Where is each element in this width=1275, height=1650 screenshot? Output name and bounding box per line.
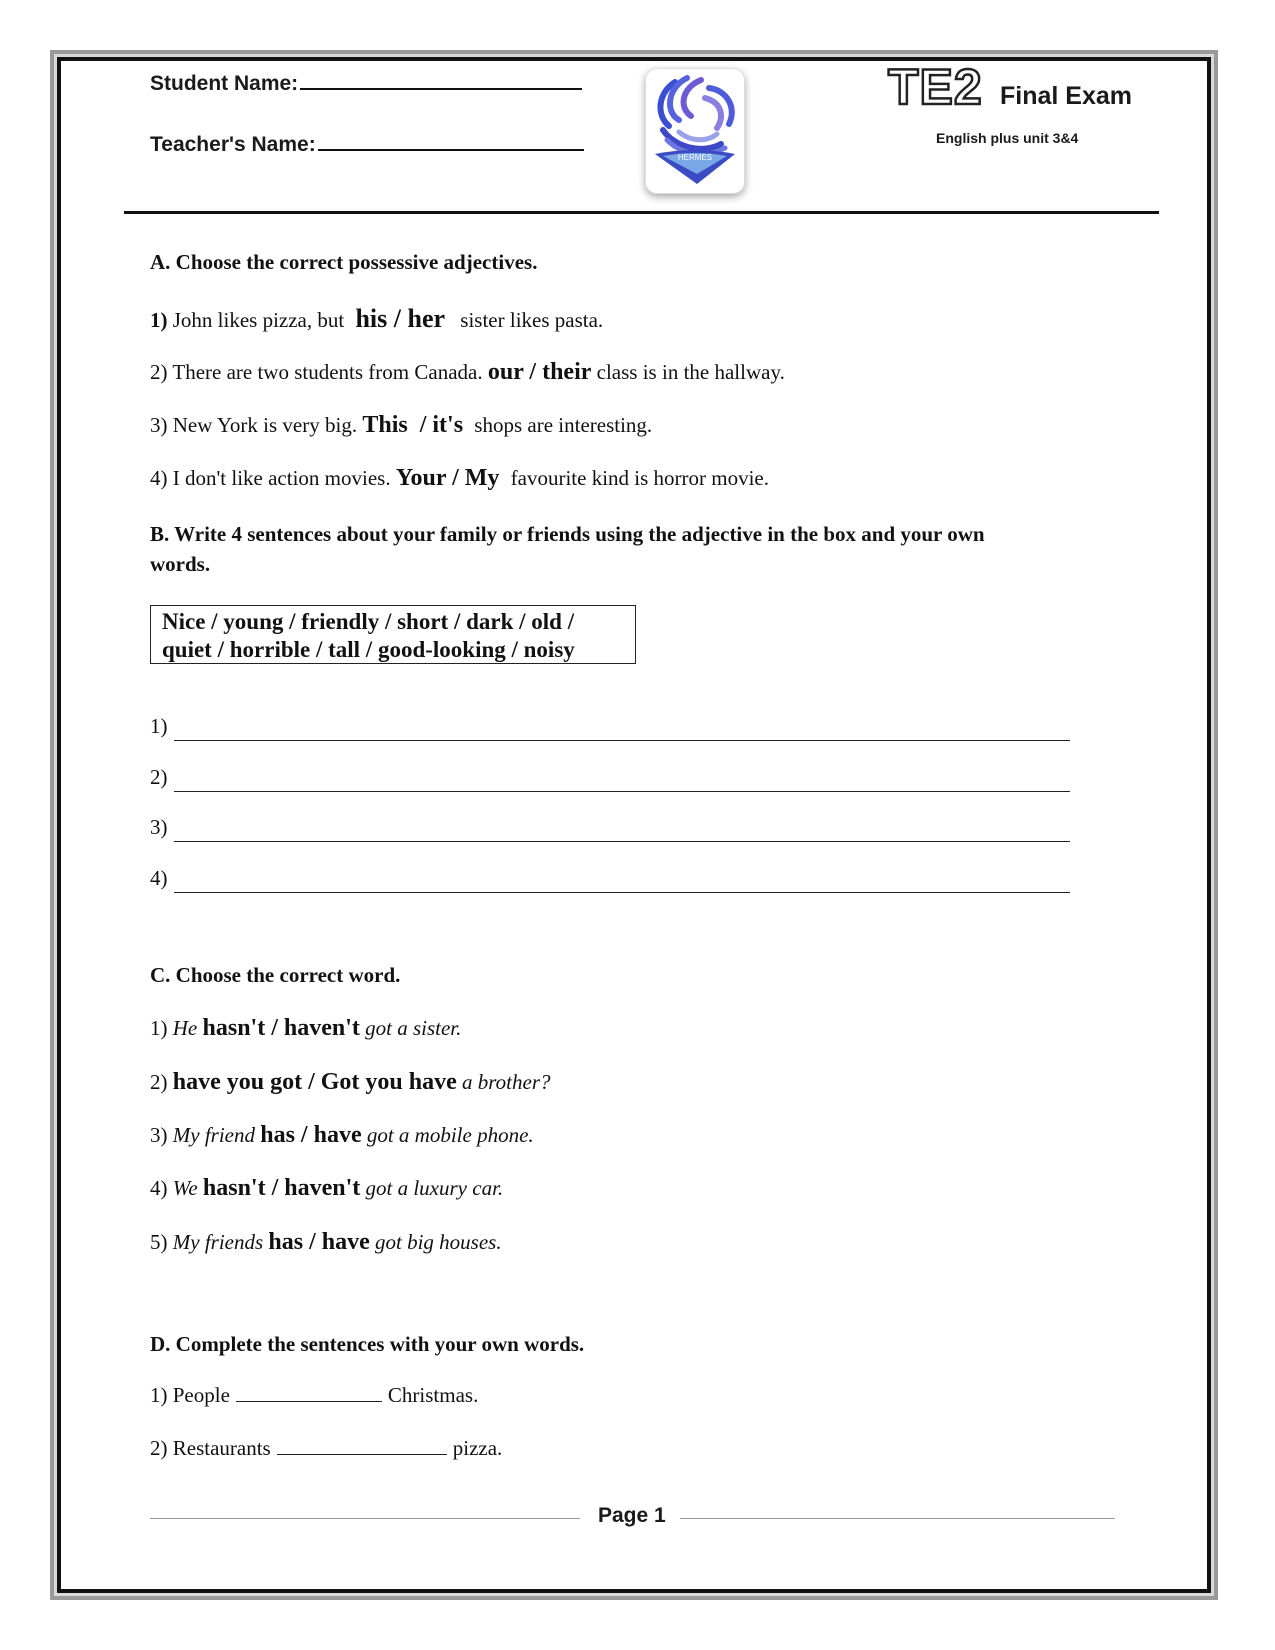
item-text-before: People [172, 1383, 230, 1407]
item-text-before: My friends [172, 1230, 264, 1254]
item-number: 1) [150, 1383, 168, 1407]
answer-line-1[interactable] [174, 710, 1070, 741]
item-text-after: sister likes pasta. [460, 308, 604, 332]
answer-line-4[interactable] [174, 862, 1070, 893]
item-text-before: New York is very big. [172, 413, 358, 437]
item-text-after: got a luxury car. [365, 1176, 504, 1200]
section-b-title-line-1: B. Write 4 sentences about your family or friends using the adjective in the box and your own [150, 522, 985, 546]
school-logo [645, 68, 745, 194]
answer-number-4: 4) [150, 866, 168, 890]
item-text-after: shops are interesting. [474, 413, 653, 437]
section-a-item-1 [150, 303, 603, 334]
section-a-item-4 [150, 464, 769, 493]
item-text-before: My friend [172, 1123, 255, 1147]
item-text-after: pizza. [452, 1436, 503, 1460]
answer-number-2: 2) [150, 765, 168, 789]
item-text-before: There are two students from Canada. [172, 360, 483, 384]
course-code: TE2 [888, 59, 983, 115]
item-text-before: He [172, 1016, 198, 1040]
footer-rule-right [680, 1518, 1115, 1519]
item-text-before: I don't like action movies. [172, 466, 391, 490]
item-text-after: got a sister. [365, 1016, 462, 1040]
choice-options[interactable]: has / have [268, 1229, 370, 1255]
item-number: 1) [150, 308, 168, 332]
section-c-item-5 [150, 1228, 502, 1257]
section-d-title: D. Complete the sentences with your own words. [150, 1332, 585, 1356]
item-number: 1) [150, 1016, 168, 1040]
exam-title: Final Exam [1000, 82, 1132, 110]
choice-options[interactable]: hasn't / haven't [202, 1175, 361, 1201]
choice-options[interactable]: have you got / Got you have [172, 1069, 457, 1095]
unit-subtitle: English plus unit 3&4 [936, 130, 1079, 146]
item-number: 4) [150, 466, 168, 490]
fill-in-blank[interactable] [236, 1401, 382, 1402]
choice-options[interactable]: Your / My [395, 465, 500, 491]
teacher-name-field[interactable] [150, 133, 584, 157]
choice-options[interactable]: hasn't / haven't [202, 1015, 360, 1041]
adjective-box-line-1: Nice / young / friendly / short / dark / old / [162, 609, 575, 634]
hermes-logo-icon [645, 68, 745, 194]
section-c-item-2 [150, 1068, 551, 1097]
svg-text:HERMES: HERMES [677, 153, 713, 162]
item-number: 2) [150, 1436, 168, 1460]
answer-number-3: 3) [150, 815, 168, 839]
item-number: 4) [150, 1176, 168, 1200]
adjective-box-line-2: quiet / horrible / tall / good-looking / noisy [162, 637, 575, 662]
item-text-before: We [172, 1176, 198, 1200]
item-text-after: class is in the hallway. [596, 360, 785, 384]
footer-rule-left [150, 1518, 580, 1519]
section-a-item-2 [150, 358, 785, 387]
student-name-line[interactable] [300, 86, 582, 90]
item-text-after: Christmas. [387, 1383, 479, 1407]
item-number: 3) [150, 1123, 168, 1147]
page-number: Page 1 [598, 1504, 666, 1527]
item-number: 5) [150, 1230, 168, 1254]
answer-line-2[interactable] [174, 761, 1070, 792]
section-a-item-3 [150, 411, 652, 440]
fill-in-blank[interactable] [277, 1454, 447, 1455]
choice-options[interactable]: This / it's [362, 412, 464, 438]
item-text-after: a brother? [462, 1070, 551, 1094]
answer-number-1: 1) [150, 714, 168, 738]
section-c-item-1 [150, 1014, 461, 1043]
item-text-before: John likes pizza, but [172, 308, 345, 332]
student-name-label: Student Name: [150, 72, 299, 95]
adjective-box [150, 605, 636, 664]
section-c-item-4 [150, 1174, 503, 1203]
section-b-title-line-2: words. [150, 552, 211, 576]
item-number: 3) [150, 413, 168, 437]
choice-options[interactable]: has / have [260, 1122, 362, 1148]
student-name-field[interactable] [150, 72, 582, 96]
choice-options[interactable]: our / their [487, 359, 592, 385]
item-text-after: favourite kind is horror movie. [510, 466, 769, 490]
section-d-item-2 [150, 1436, 502, 1461]
section-d-item-1 [150, 1383, 478, 1408]
item-number: 2) [150, 1070, 168, 1094]
section-c-item-3 [150, 1121, 534, 1150]
choice-options[interactable]: his / her [355, 304, 446, 333]
answer-line-3[interactable] [174, 811, 1070, 842]
section-c-title: C. Choose the correct word. [150, 963, 401, 987]
item-number: 2) [150, 360, 168, 384]
item-text-before: Restaurants [172, 1436, 271, 1460]
teacher-name-label: Teacher's Name: [150, 133, 316, 156]
header-divider [124, 211, 1159, 214]
item-text-after: got a mobile phone. [366, 1123, 534, 1147]
item-text-after: got big houses. [375, 1230, 502, 1254]
teacher-name-line[interactable] [318, 147, 584, 151]
section-a-title: A. Choose the correct possessive adjectives. [150, 250, 538, 274]
